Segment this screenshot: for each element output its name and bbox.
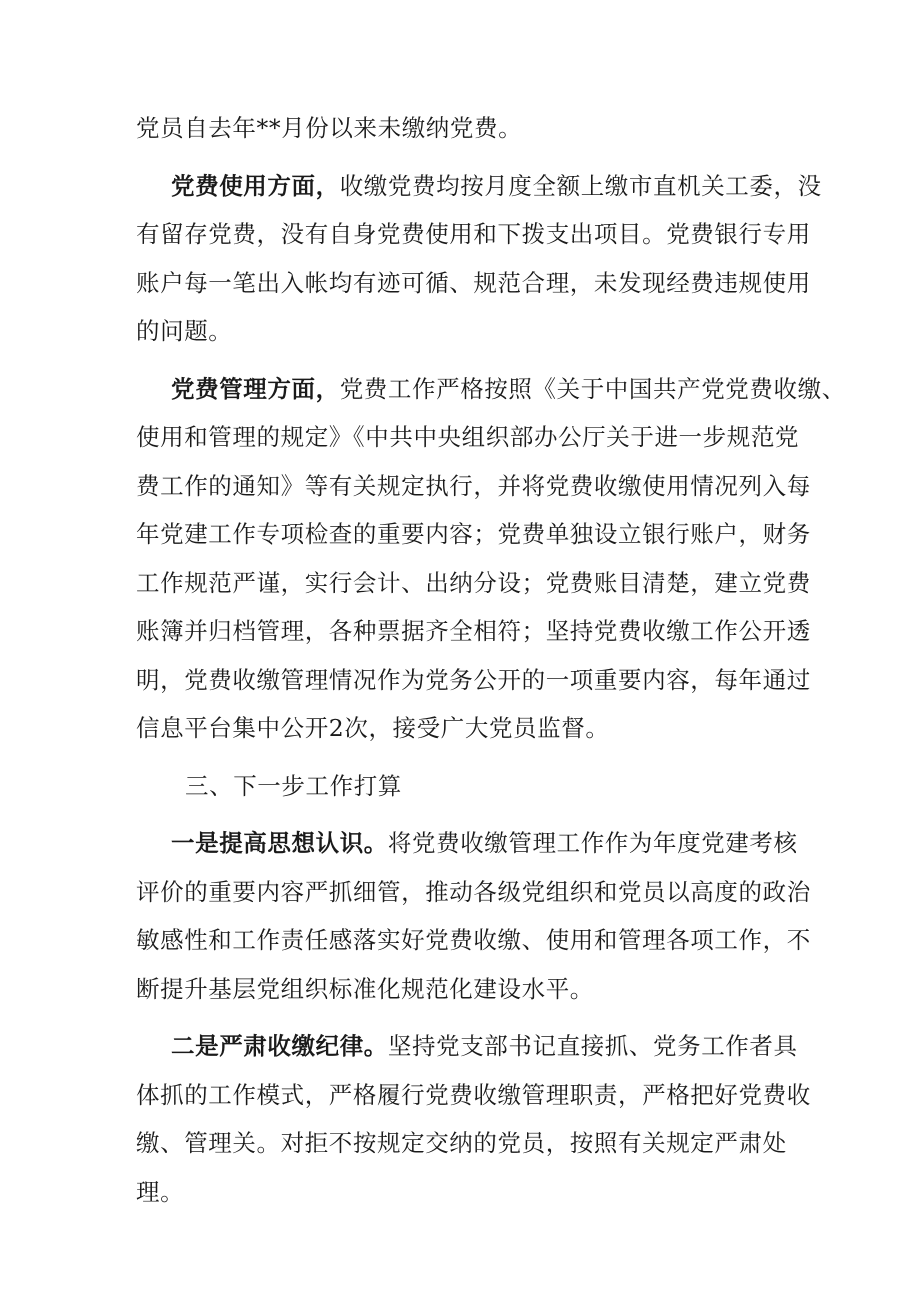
line-text: 党费工作严格按照《关于中国共产党党费收缴、 (339, 374, 846, 403)
line-text: 将党费收缴管理工作作为年度党建考核 (387, 829, 798, 857)
section-heading: 三、下一步工作打算 (185, 771, 402, 800)
text-line (136, 819, 798, 868)
paragraph-first-measure (136, 819, 811, 1013)
bold-lead: 一是提高思想认识。 (171, 829, 388, 857)
text-line: 体抓的工作模式，严格履行党费收缴管理职责，严格把好党费收 (136, 1080, 811, 1109)
text-line: 工作规范严谨，实行会计、出纳分设；党费账目清楚，建立党费 (136, 568, 811, 597)
line-text: 缴、管理关。对拒不按规定交纳的党员，按照有关规定严肃处 (136, 1129, 787, 1157)
text-line: 党员自去年**月份以来未缴纳党费。 (136, 114, 523, 142)
paragraph (136, 104, 788, 153)
text-line (136, 365, 846, 414)
line-text: 坚持党支部书记直接抓、党务工作者具 (387, 1032, 798, 1060)
text-line: 敏感性和工作责任感落实好党费收缴、使用和管理各项工作，不 (136, 926, 811, 954)
paragraph-fee-management (136, 365, 846, 753)
text-line (136, 162, 822, 211)
text-line: 费工作的通知》等有关规定执行，并将党费收缴使用情况列入每 (136, 471, 811, 500)
line-text: 收缴党费均按月度全额上缴市直机关工委，没 (339, 171, 822, 200)
text-line: 明，党费收缴管理情况作为党务公开的一项重要内容，每年通过 (136, 665, 811, 694)
text-line: 账簿并归档管理，各种票据齐全相符；坚持党费收缴工作公开透 (136, 617, 811, 645)
bold-lead: 党费管理方面， (171, 374, 340, 403)
text-line: 断提升基层党组织标准化规范化建设水平。 (136, 974, 594, 1003)
text-line: 信息平台集中公开2次，接受广大党员监督。 (136, 714, 610, 742)
text-line: 评价的重要内容严抓细管，推动各级党组织和党员以高度的政治 (136, 877, 811, 906)
text-line: 有留存党费，没有自身党费使用和下拨支出项目。党费银行专用 (136, 220, 811, 248)
bold-lead: 党费使用方面， (171, 171, 340, 200)
text-line (136, 1119, 787, 1168)
text-line: 年党建工作专项检查的重要内容；党费单独设立银行账户，财务 (136, 520, 811, 548)
paragraph-fee-usage (136, 162, 822, 356)
paragraph-second-measure (136, 1022, 811, 1216)
document-page (136, 104, 846, 1216)
text-line (136, 1022, 798, 1071)
text-line: 账户每一笔出入帐均有迹可循、规范合理，未发现经费违规使用 (136, 268, 811, 297)
text-line: 理。 (136, 1177, 185, 1206)
text-line: 使用和管理的规定》《中共中央组织部办公厅关于进一步规范党 (136, 423, 800, 451)
bold-lead: 二是严肃收缴纪律。 (171, 1032, 388, 1060)
section-heading-block (136, 762, 788, 811)
text-line: 的问题。 (136, 317, 233, 345)
